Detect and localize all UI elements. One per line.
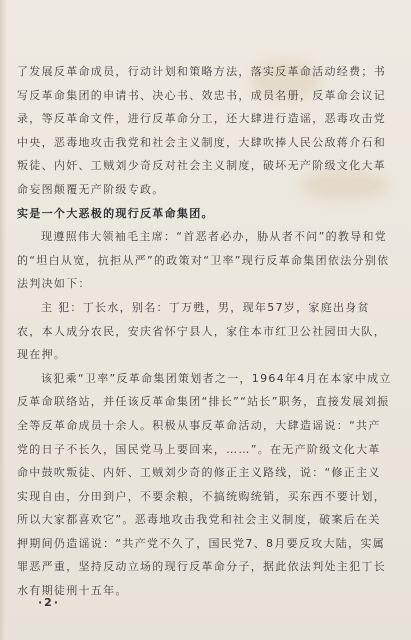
page-edge-shadow bbox=[0, 0, 6, 640]
paragraph-4-crimes: 该犯乘“卫率”反革命集团策划者之一，1964年4月在本家中成立反革命联络站，并任该反革命集团“排长”“站长”职务，直接发展刘振全等反革命成员十余人。积极从事反革命活动，大肆造谣说：“共产党的日子不长久，国民党马上要回来，……”。在无产阶级文化大革命中鼓吹叛徒、内奸、工贼刘少奇的修正主义路线，说：“修正主义实现自由，分田到户，不要余粮，不搞统购统销，买东西不要计划，所以大家都喜欢它”。恶毒地攻击我党和社会主义制度，破案后在关押期间仍造谣说：“共产党不久了，国民党7、8月要反攻大陆，实属罪恶严重，坚持反动立场的现行反革命分子，据此依法判处主犯丁长水有期徒刑十五年。 bbox=[17, 371, 392, 598]
document-body bbox=[17, 60, 392, 603]
paragraph-1-conclusion: 实是一个大恶极的现行反革命集团。 bbox=[17, 206, 214, 220]
paragraph-1: 了发展反革命成员，行动计划和策略方法，落实反革命活动经费；书写反革命集团的申请书、决心书、效忠书，成员名册，反革命会议记录，等反革命文件，进行反革命分工，还大肆进行造谣，恶毒攻击党中央，恶毒地攻击我党和社会主义制度，大肆吹捧人民公敌蒋介石和叛徒、内奸、工贼刘少奇反对社会主义制度，破坏无产阶级文化大革命妄图颠覆无产阶级专政。 bbox=[17, 65, 386, 196]
paragraph-2: 现遵照伟大领袖毛主席：“首恶者必办，胁从者不问”的教导和党的“坦白从宽，抗拒从严”的政策对“卫率”现行反革命集团依法分别依法判决如下： bbox=[17, 230, 390, 291]
page-number: ·2· bbox=[38, 596, 61, 609]
paragraph-3-defendant-info: 主 犯：丁长水，别名：丁万甦，男，现年57岁，家庭出身贫农，本人成分农民，安庆省怀宁县人，家住本市红卫公社园田大队，现在押。 bbox=[17, 300, 386, 362]
